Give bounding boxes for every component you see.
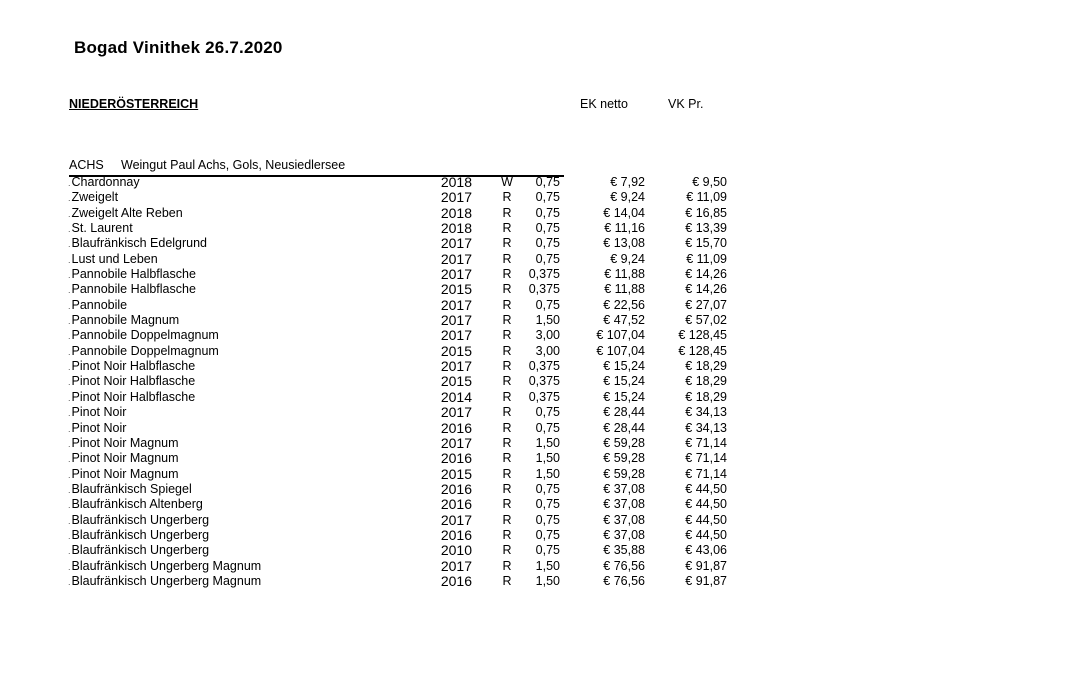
wine-year: 2017 <box>440 327 472 344</box>
wine-type: R <box>502 405 512 420</box>
wine-type: R <box>502 221 512 236</box>
wine-ek-netto: € 14,04 <box>603 205 645 220</box>
wine-year: 2017 <box>440 312 472 329</box>
wine-row <box>0 298 1080 313</box>
wine-year: 2015 <box>440 281 472 298</box>
wine-year: 2015 <box>440 465 472 482</box>
wine-year: 2016 <box>440 572 472 589</box>
wine-year: 2017 <box>440 358 472 375</box>
wine-vk-price: € 18,29 <box>685 389 727 404</box>
wine-year: 2015 <box>440 373 472 390</box>
document-title: Bogad Vinithek 26.7.2020 <box>74 38 283 57</box>
wine-vk-price: € 44,50 <box>685 527 727 542</box>
wine-name: . Pinot Noir Halbflasche <box>68 359 195 375</box>
wine-volume: 0,75 <box>535 297 560 312</box>
wine-volume: 0,75 <box>535 251 560 266</box>
wine-name: . Pinot Noir <box>68 405 126 421</box>
wine-row <box>0 190 1080 205</box>
wine-vk-price: € 34,13 <box>685 420 727 435</box>
wine-ek-netto: € 76,56 <box>603 558 645 573</box>
wine-row <box>0 313 1080 328</box>
wine-row <box>0 236 1080 251</box>
wine-year: 2017 <box>440 250 472 267</box>
wine-volume: 1,50 <box>535 313 560 328</box>
wine-ek-netto: € 37,08 <box>603 512 645 527</box>
producer-name: Weingut Paul Achs, Gols, Neusiedlersee <box>121 158 346 172</box>
wine-vk-price: € 11,09 <box>686 251 727 266</box>
wine-ek-netto: € 15,24 <box>603 374 645 389</box>
wine-ek-netto: € 7,92 <box>610 175 645 189</box>
wine-volume: 0,75 <box>535 236 560 251</box>
wine-type: R <box>502 313 512 328</box>
wine-year: 2017 <box>440 235 472 252</box>
wine-type: R <box>502 420 512 435</box>
wine-row <box>0 451 1080 466</box>
wine-year: 2017 <box>440 189 472 206</box>
wine-year: 2017 <box>440 404 472 421</box>
wine-ek-netto: € 9,24 <box>610 190 645 205</box>
wine-ek-netto: € 76,56 <box>603 573 645 588</box>
wine-type: R <box>502 251 512 266</box>
wine-volume: 0,375 <box>528 282 560 297</box>
wine-row <box>0 390 1080 405</box>
wine-name: . Blaufränkisch Ungerberg Magnum <box>68 574 261 590</box>
wine-volume: 1,50 <box>535 435 560 450</box>
wine-ek-netto: € 59,28 <box>603 435 645 450</box>
wine-row <box>0 513 1080 528</box>
wine-ek-netto: € 37,08 <box>603 527 645 542</box>
wine-row <box>0 328 1080 343</box>
wine-ek-netto: € 11,16 <box>604 221 645 236</box>
wine-vk-price: € 57,02 <box>685 313 727 328</box>
wine-year: 2017 <box>440 266 472 283</box>
wine-year: 2014 <box>440 388 472 405</box>
wine-row <box>0 344 1080 359</box>
wine-vk-price: € 34,13 <box>685 405 727 420</box>
wine-vk-price: € 14,26 <box>685 267 727 282</box>
wine-vk-price: € 128,45 <box>678 328 727 343</box>
wine-type: R <box>502 481 512 496</box>
wine-volume: 0,75 <box>535 481 560 496</box>
wine-ek-netto: € 107,04 <box>596 343 645 358</box>
wine-ek-netto: € 107,04 <box>596 328 645 343</box>
wine-volume: 0,75 <box>535 190 560 205</box>
wine-type: R <box>502 573 512 588</box>
wine-year: 2016 <box>440 419 472 436</box>
wine-row <box>0 436 1080 451</box>
wine-type: R <box>502 512 512 527</box>
wine-volume: 0,75 <box>535 497 560 512</box>
wine-list <box>0 175 1080 589</box>
wine-type: R <box>502 497 512 512</box>
wine-vk-price: € 128,45 <box>678 343 727 358</box>
wine-volume: 0,75 <box>535 221 560 236</box>
wine-volume: 0,75 <box>535 420 560 435</box>
wine-volume: 1,50 <box>535 558 560 573</box>
wine-row <box>0 175 1080 190</box>
wine-row <box>0 282 1080 297</box>
wine-vk-price: € 44,50 <box>685 497 727 512</box>
wine-name: . Blaufränkisch Ungerberg <box>68 513 209 529</box>
wine-ek-netto: € 11,88 <box>604 282 645 297</box>
producer-code: ACHS <box>69 158 104 172</box>
wine-vk-price: € 43,06 <box>685 543 727 558</box>
wine-vk-price: € 18,29 <box>685 374 727 389</box>
wine-type: R <box>502 543 512 558</box>
wine-vk-price: € 13,39 <box>685 221 727 236</box>
wine-name: . Blaufränkisch Altenberg <box>68 497 203 513</box>
wine-type: R <box>502 297 512 312</box>
wine-name: . Chardonnay <box>68 175 140 191</box>
wine-type: R <box>502 343 512 358</box>
wine-year: 2016 <box>440 526 472 543</box>
wine-type: R <box>502 389 512 404</box>
wine-vk-price: € 71,14 <box>685 451 727 466</box>
wine-name: . Zweigelt <box>68 190 118 206</box>
wine-ek-netto: € 35,88 <box>603 543 645 558</box>
wine-ek-netto: € 59,28 <box>603 466 645 481</box>
wine-vk-price: € 9,50 <box>692 175 727 189</box>
wine-vk-price: € 14,26 <box>685 282 727 297</box>
wine-volume: 1,50 <box>535 573 560 588</box>
wine-vk-price: € 44,50 <box>685 512 727 527</box>
wine-ek-netto: € 9,24 <box>610 251 645 266</box>
wine-type: R <box>502 466 512 481</box>
wine-row <box>0 528 1080 543</box>
wine-year: 2018 <box>440 174 472 190</box>
wine-name: . Blaufränkisch Ungerberg Magnum <box>68 559 261 575</box>
wine-vk-price: € 91,87 <box>685 558 727 573</box>
wine-name: . Blaufränkisch Edelgrund <box>68 236 207 252</box>
wine-name: . Blaufränkisch Spiegel <box>68 482 192 498</box>
wine-name: . Pannobile Magnum <box>68 313 179 329</box>
wine-row <box>0 543 1080 558</box>
wine-volume: 0,75 <box>535 527 560 542</box>
wine-volume: 0,375 <box>528 359 560 374</box>
wine-year: 2018 <box>440 204 472 221</box>
wine-ek-netto: € 37,08 <box>603 497 645 512</box>
wine-row <box>0 421 1080 436</box>
wine-volume: 3,00 <box>535 343 560 358</box>
wine-volume: 0,75 <box>535 175 560 189</box>
wine-name: . Blaufränkisch Ungerberg <box>68 543 209 559</box>
wine-type: R <box>502 435 512 450</box>
wine-type: R <box>502 527 512 542</box>
wine-row <box>0 267 1080 282</box>
ek-netto-header: EK netto <box>580 97 628 111</box>
wine-year: 2015 <box>440 342 472 359</box>
wine-ek-netto: € 15,24 <box>603 389 645 404</box>
wine-vk-price: € 71,14 <box>685 466 727 481</box>
wine-year: 2016 <box>440 496 472 513</box>
wine-row <box>0 206 1080 221</box>
wine-type: R <box>502 282 512 297</box>
wine-vk-price: € 18,29 <box>685 359 727 374</box>
wine-vk-price: € 27,07 <box>685 297 727 312</box>
wine-volume: 0,75 <box>535 543 560 558</box>
wine-ek-netto: € 22,56 <box>603 297 645 312</box>
wine-row <box>0 482 1080 497</box>
wine-row <box>0 359 1080 374</box>
wine-volume: 3,00 <box>535 328 560 343</box>
wine-volume: 0,375 <box>528 374 560 389</box>
wine-row <box>0 252 1080 267</box>
wine-name: . Pinot Noir Magnum <box>68 467 179 483</box>
wine-name: . St. Laurent <box>68 221 133 237</box>
wine-type: R <box>502 267 512 282</box>
wine-ek-netto: € 13,08 <box>603 236 645 251</box>
wine-name: . Lust und Leben <box>68 252 158 268</box>
wine-volume: 0,75 <box>535 405 560 420</box>
wine-name: . Pannobile Halbflasche <box>68 267 196 283</box>
wine-name: . Pannobile Doppelmagnum <box>68 328 219 344</box>
wine-name: . Pinot Noir Halbflasche <box>68 374 195 390</box>
wine-row <box>0 405 1080 420</box>
wine-type: R <box>502 328 512 343</box>
wine-name: . Blaufränkisch Ungerberg <box>68 528 209 544</box>
wine-ek-netto: € 59,28 <box>603 451 645 466</box>
wine-volume: 0,75 <box>535 205 560 220</box>
wine-vk-price: € 91,87 <box>685 573 727 588</box>
wine-year: 2016 <box>440 450 472 467</box>
wine-year: 2017 <box>440 557 472 574</box>
wine-vk-price: € 11,09 <box>686 190 727 205</box>
wine-row <box>0 374 1080 389</box>
wine-volume: 1,50 <box>535 466 560 481</box>
wine-volume: 1,50 <box>535 451 560 466</box>
wine-row <box>0 497 1080 512</box>
wine-year: 2018 <box>440 220 472 237</box>
wine-type: R <box>502 205 512 220</box>
wine-row <box>0 559 1080 574</box>
wine-name: . Pinot Noir Magnum <box>68 451 179 467</box>
wine-ek-netto: € 28,44 <box>603 405 645 420</box>
wine-type: W <box>501 175 513 189</box>
wine-row <box>0 467 1080 482</box>
wine-row <box>0 221 1080 236</box>
wine-vk-price: € 44,50 <box>685 481 727 496</box>
wine-year: 2010 <box>440 542 472 559</box>
wine-ek-netto: € 37,08 <box>603 481 645 496</box>
wine-volume: 0,375 <box>528 267 560 282</box>
wine-name: . Pannobile Doppelmagnum <box>68 344 219 360</box>
wine-year: 2017 <box>440 511 472 528</box>
wine-name: . Pannobile <box>68 298 127 314</box>
region-heading: NIEDERÖSTERREICH <box>69 97 199 111</box>
vk-price-header: VK Pr. <box>668 97 704 111</box>
wine-year: 2017 <box>440 296 472 313</box>
wine-ek-netto: € 11,88 <box>604 267 645 282</box>
wine-row <box>0 574 1080 589</box>
wine-type: R <box>502 374 512 389</box>
wine-type: R <box>502 451 512 466</box>
wine-name: . Pannobile Halbflasche <box>68 282 196 298</box>
wine-name: . Pinot Noir Magnum <box>68 436 179 452</box>
wine-year: 2017 <box>440 434 472 451</box>
wine-name: . Pinot Noir Halbflasche <box>68 390 195 406</box>
wine-type: R <box>502 359 512 374</box>
wine-vk-price: € 71,14 <box>685 435 727 450</box>
wine-name: . Pinot Noir <box>68 421 126 437</box>
wine-type: R <box>502 558 512 573</box>
wine-vk-price: € 15,70 <box>685 236 727 251</box>
wine-name: . Zweigelt Alte Reben <box>68 206 183 222</box>
wine-volume: 0,375 <box>528 389 560 404</box>
wine-ek-netto: € 15,24 <box>603 359 645 374</box>
wine-volume: 0,75 <box>535 512 560 527</box>
wine-ek-netto: € 28,44 <box>603 420 645 435</box>
wine-type: R <box>502 236 512 251</box>
wine-vk-price: € 16,85 <box>685 205 727 220</box>
wine-type: R <box>502 190 512 205</box>
wine-year: 2016 <box>440 480 472 497</box>
wine-ek-netto: € 47,52 <box>603 313 645 328</box>
